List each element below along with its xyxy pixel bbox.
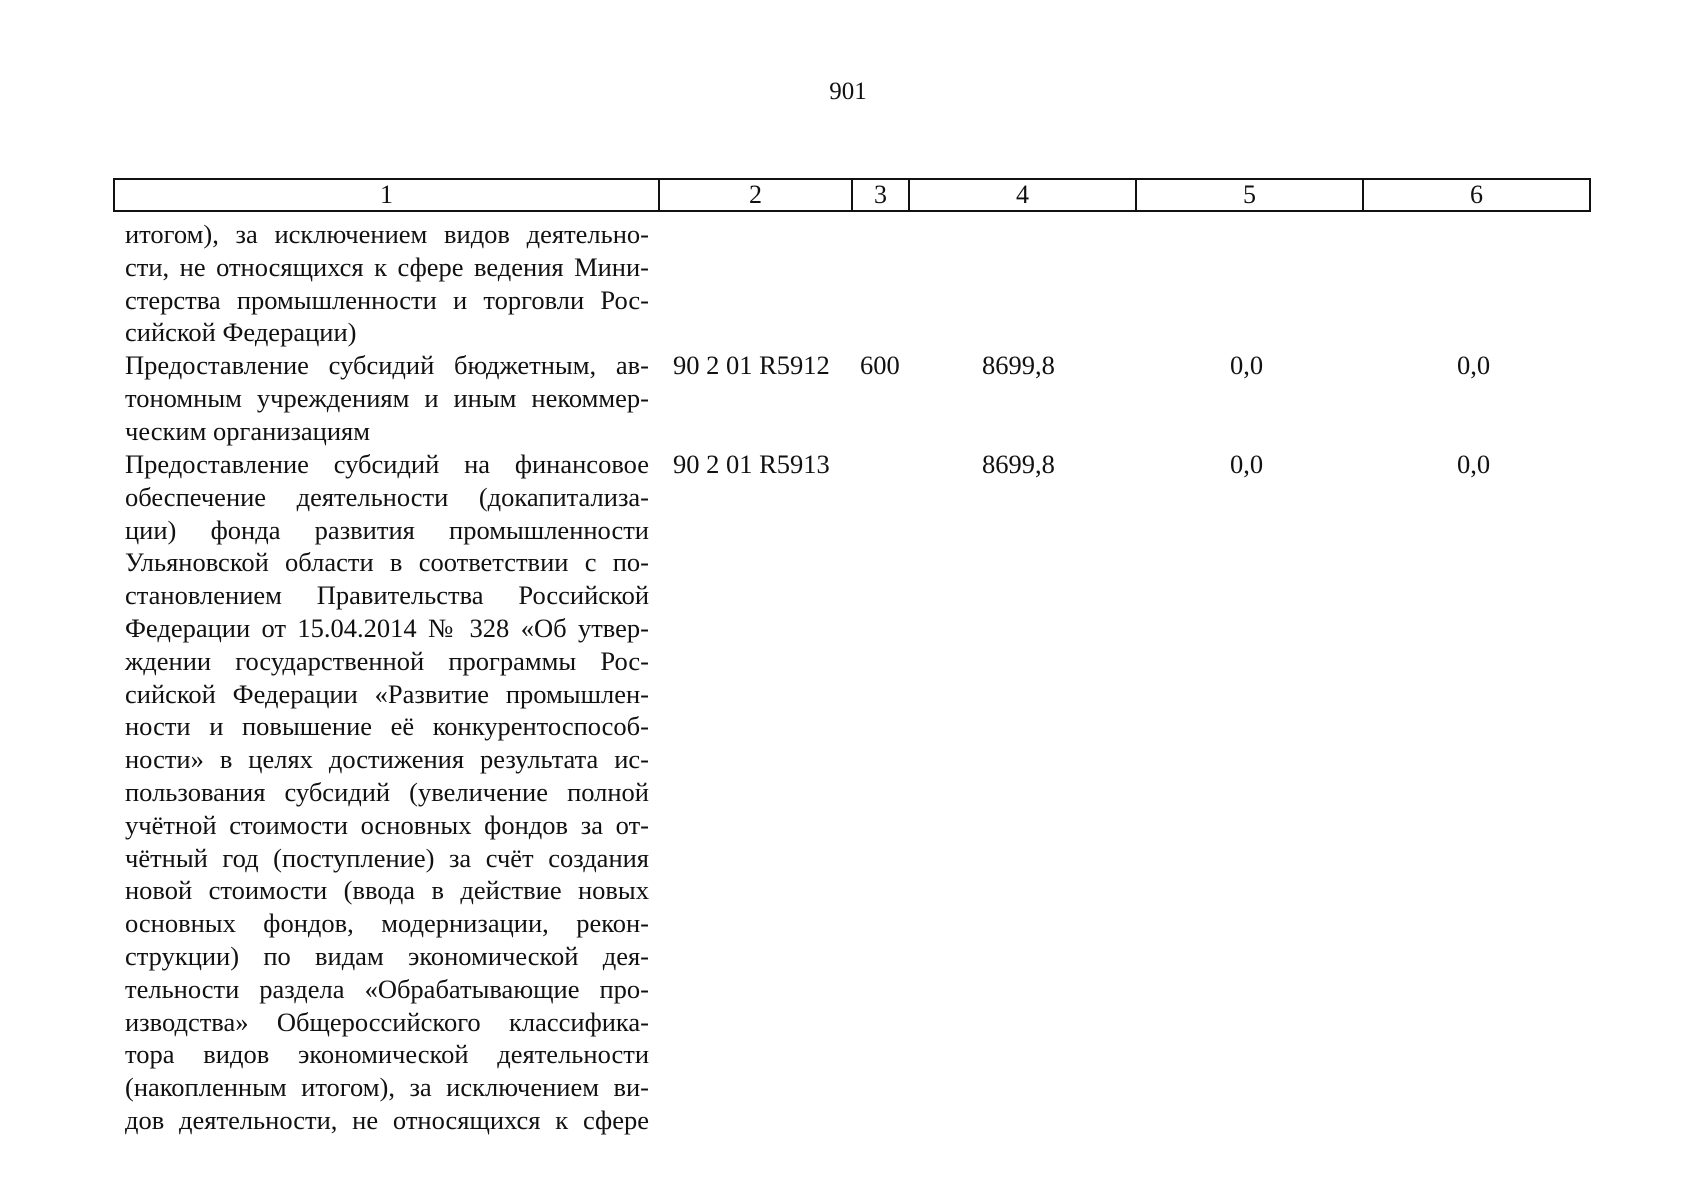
row-description — [125, 349, 649, 447]
description-line: ждении государственной программы Рос- — [125, 645, 649, 676]
description-line: Предоставление субсидий на финансовое — [125, 449, 649, 479]
amount-col-4: 8699,8 — [982, 449, 1055, 479]
description-line: струкции) по видам экономической дея- — [125, 940, 649, 971]
description-line: (накопленным итогом), за исключением ви- — [125, 1072, 649, 1103]
description-line: основных фондов, модернизации, рекон- — [125, 908, 649, 939]
column-header-5: 5 — [1136, 179, 1363, 211]
amount-col-6: 0,0 — [1457, 350, 1491, 380]
description-line: итогом), за исключением видов деятельно- — [125, 219, 649, 249]
column-header-table — [113, 178, 1591, 212]
description-line: пользования субсидий (увеличение полной — [125, 776, 649, 807]
description-line: сийской Федерации «Развитие промышлен- — [125, 678, 649, 709]
description-line: стерства промышленности и торговли Рос- — [125, 284, 649, 315]
description-line: ности и повышение её конкурентоспособ- — [125, 711, 649, 742]
description-line: учётной стоимости основных фондов за от- — [125, 809, 649, 840]
description-line: тельности раздела «Обрабатывающие про- — [125, 973, 649, 1004]
amount-col-5: 0,0 — [1230, 449, 1264, 479]
budget-code: 90 2 01 R5912 — [673, 350, 830, 380]
description-line: ции) фонда развития промышленности — [125, 514, 649, 545]
description-line: обеспечение деятельности (докапитализа- — [125, 481, 649, 512]
column-header-1: 1 — [114, 179, 659, 211]
amount-col-4: 8699,8 — [982, 350, 1055, 380]
description-line: Ульяновской области в соответствии с по- — [125, 547, 649, 578]
description-line: Федерации от 15.04.2014 № 328 «Об утвер- — [125, 612, 649, 643]
description-line: тора видов экономической деятельности — [125, 1039, 649, 1070]
description-line: тономным учреждениям и иным некоммер- — [125, 382, 649, 413]
description-line: становлением Правительства Российской — [125, 580, 649, 611]
column-header-4: 4 — [909, 179, 1136, 211]
description-line: новой стоимости (ввода в действие новых — [125, 875, 649, 906]
column-header-row — [114, 179, 1590, 211]
page-number: 901 — [829, 78, 867, 105]
row-description — [125, 448, 649, 1137]
row-description — [125, 218, 649, 349]
description-line: чётный год (поступление) за счёт создания — [125, 842, 649, 873]
description-line: Предоставление субсидий бюджетным, ав- — [125, 350, 649, 380]
budget-code: 90 2 01 R5913 — [673, 449, 830, 479]
amount-col-6: 0,0 — [1457, 449, 1491, 479]
expense-type-code: 600 — [860, 350, 900, 380]
description-line: сти, не относящихся к сфере ведения Мини- — [125, 251, 649, 282]
description-line: ческим организациям — [125, 415, 371, 446]
column-header-6: 6 — [1363, 179, 1590, 211]
column-header-3: 3 — [852, 179, 909, 211]
description-line: ности» в целях достижения результата ис- — [125, 744, 649, 775]
amount-col-5: 0,0 — [1230, 350, 1264, 380]
column-header-2: 2 — [659, 179, 852, 211]
description-line: сийской Федерации) — [125, 317, 357, 348]
description-line: изводства» Общероссийского классифика- — [125, 1006, 649, 1037]
description-line: дов деятельности, не относящихся к сфере — [125, 1104, 649, 1135]
